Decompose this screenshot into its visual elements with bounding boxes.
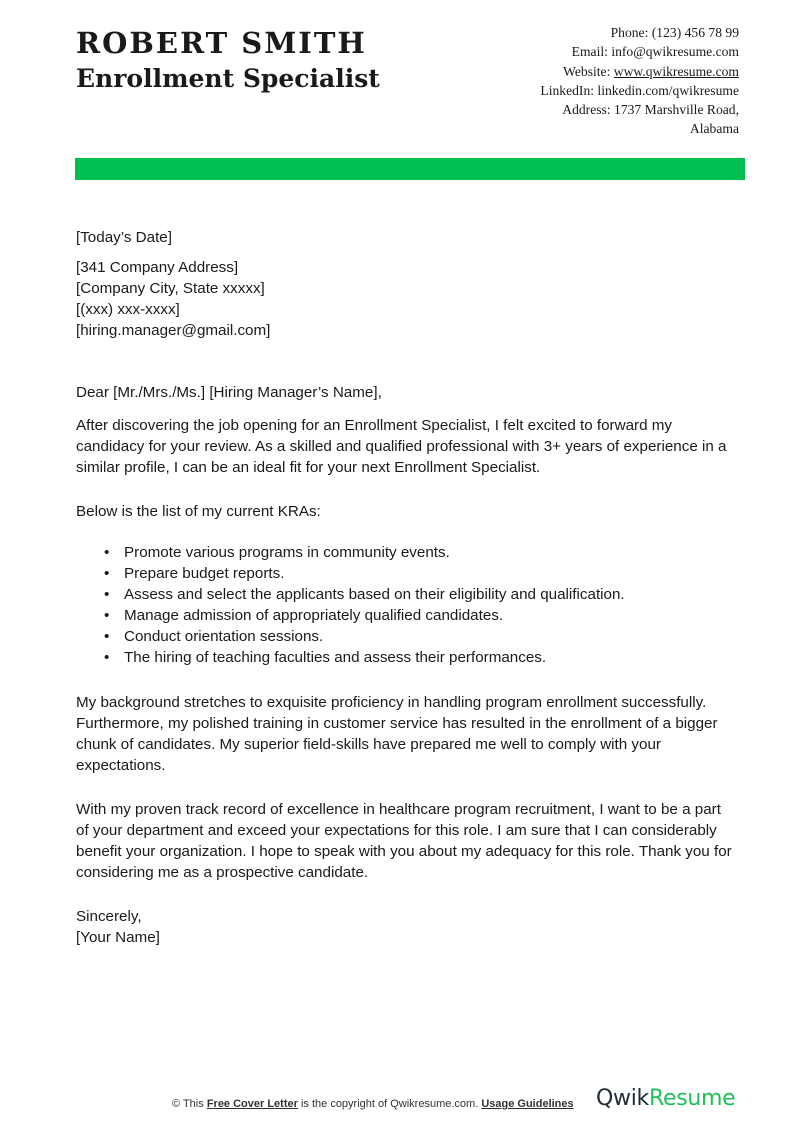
paragraph-closing-text: With my proven track record of excellence in healthcare program recruitment, I want to be a part of your department and exceed your expectations for this role. I am sure that I can considerably benefit your organization. I hope to speak with you about my adequacy for this role. Thank you for considering me as a prospective candidate. — [76, 801, 732, 881]
recipient-line: [341 Company Address] — [76, 259, 239, 276]
kra-intro-text: Below is the list of my current KRAs: — [76, 503, 321, 520]
copyright-prefix: © This — [172, 1098, 204, 1110]
recipient-line: [hiring.manager@gmail.com] — [76, 322, 271, 339]
address-label: Address: — [562, 102, 611, 118]
qwikresume-logo — [596, 1086, 735, 1111]
kra-intro — [76, 501, 736, 522]
kra-list — [76, 542, 736, 668]
contact-website — [540, 62, 739, 81]
linkedin-value: linkedin.com/qwikresume — [597, 82, 739, 98]
list-item — [76, 584, 736, 605]
sign-off — [76, 906, 736, 948]
contact-linkedin — [540, 81, 739, 100]
email-label: Email: — [571, 44, 608, 60]
linkedin-label: LinkedIn: — [540, 82, 595, 98]
contact-email — [540, 42, 739, 61]
greeting-text: Dear [Mr./Mrs./Ms.] [Hiring Manager’s Name], — [76, 384, 382, 401]
recipient-line: [(xxx) xxx-xxxx] — [76, 301, 180, 318]
bullet-icon: • — [104, 649, 110, 666]
email-value: info@qwikresume.com — [611, 44, 739, 60]
logo-qwik: Qwik — [596, 1086, 649, 1111]
list-item — [76, 563, 736, 584]
list-item-text: The hiring of teaching faculties and assess their performances. — [124, 649, 547, 666]
list-item — [76, 626, 736, 647]
phone-label: Phone: — [610, 25, 649, 40]
list-item-text: Prepare budget reports. — [124, 565, 285, 582]
contact-phone — [540, 23, 739, 42]
phone-value: (123) 456 78 99 — [651, 25, 739, 40]
copyright-middle: is the copyright of Qwikresume.com. — [300, 1098, 479, 1110]
bullet-icon: • — [104, 586, 110, 603]
logo-resume: Resume — [648, 1086, 736, 1111]
bullet-icon: • — [104, 544, 110, 561]
header-divider-bar — [75, 158, 745, 180]
list-item-text: Conduct orientation sessions. — [124, 628, 324, 645]
paragraph-intro-text: After discovering the job opening for an Enrollment Specialist, I felt excited to forward my candidacy for your review. As a skilled and qualified professional with 3+ years of experience in a similar profile, I can be an ideal fit for your next Enrollment Specialist. — [76, 417, 727, 476]
bullet-icon: • — [104, 628, 110, 645]
list-item-text: Manage admission of appropriately qualified candidates. — [124, 607, 504, 624]
signature-name: [Your Name] — [76, 929, 160, 946]
job-title: Enrollment Specialist — [76, 64, 380, 93]
list-item — [76, 647, 736, 668]
contact-block — [540, 23, 739, 139]
address-line2: Alabama — [689, 121, 739, 137]
letter-date: [Today’s Date] — [76, 229, 172, 246]
applicant-name: ROBERT SMITH — [76, 26, 367, 60]
free-cover-letter-link[interactable]: Free Cover Letter — [206, 1098, 298, 1110]
paragraph-intro — [76, 415, 736, 478]
list-item — [76, 605, 736, 626]
paragraph-background-text: My background stretches to exquisite proficiency in handling program enrollment successfully. Furthermore, my polished training in customer service has resulted in the enrollment of a bigger chunk of candidates. My superior field-skills have prepared me well to comply with your expectations. — [76, 694, 718, 774]
recipient-line: [Company City, State xxxxx] — [76, 280, 265, 297]
list-item-text: Promote various programs in community events. — [124, 544, 450, 561]
usage-guidelines-link[interactable]: Usage Guidelines — [481, 1098, 574, 1110]
paragraph-closing — [76, 799, 736, 883]
contact-address — [540, 100, 739, 119]
recipient-address — [76, 257, 736, 341]
website-label: Website: — [563, 63, 611, 79]
website-link[interactable]: www.qwikresume.com — [613, 63, 739, 79]
paragraph-background — [76, 692, 736, 776]
greeting — [76, 382, 736, 403]
list-item — [76, 542, 736, 563]
closing-word: Sincerely, — [76, 908, 142, 925]
copyright-note — [172, 1098, 574, 1110]
bullet-icon: • — [104, 565, 110, 582]
bullet-icon: • — [104, 607, 110, 624]
list-item-text: Assess and select the applicants based on their eligibility and qualification. — [124, 586, 625, 603]
address-line1: 1737 Marshville Road, — [614, 102, 739, 118]
